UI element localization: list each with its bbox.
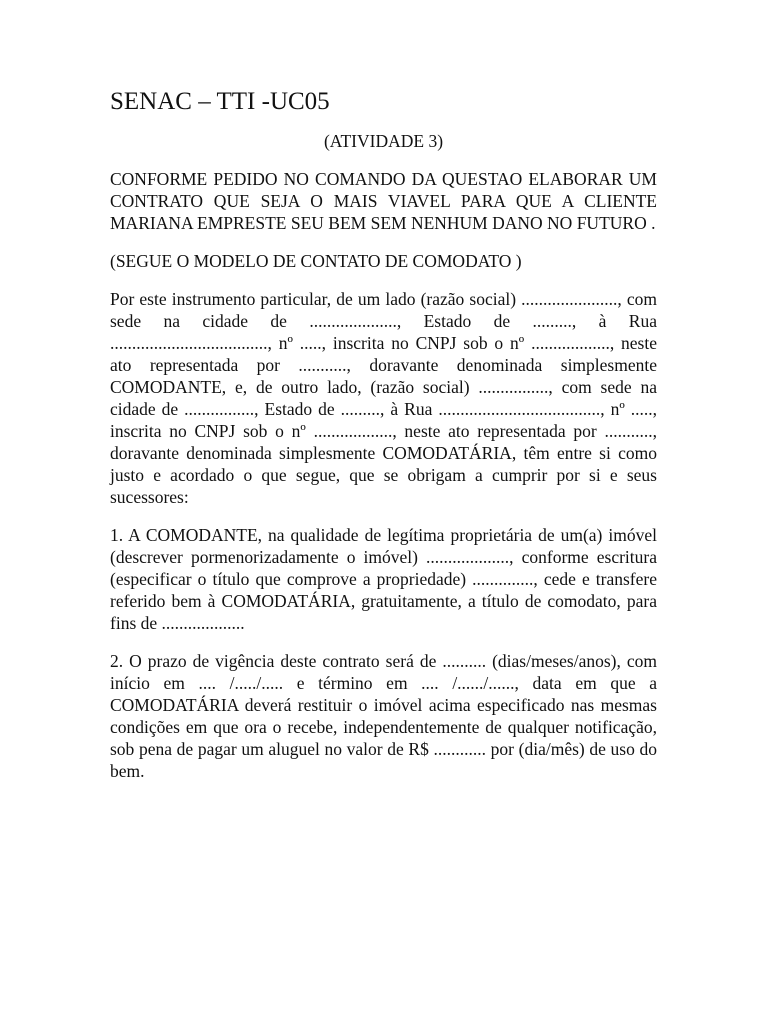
clause-2: 2. O prazo de vigência deste contrato será de .......... (dias/meses/anos), com início em .... /...../..... e término em .... /....../......, data em que a COMODATÁRIA deverá restituir o imóvel acima especificado nas mesmas condições em que ora o recebe, independentemente de qualquer notificação, sob pena de pagar um aluguel no valor de R$ ............ por (dia/mês) de uso do bem. (110, 651, 657, 781)
activity-subtitle: (ATIVIDADE 3) (323, 131, 444, 151)
document-page (110, 86, 657, 798)
document-title: SENAC – TTI -UC05 (110, 88, 330, 115)
contract-preamble: Por este instrumento particular, de um lado (razão social) ......................, com sede na cidade de ...................., Estado de ........., à Rua ...................................., nº ....., inscrita no CNPJ sob o nº .................., neste ato representada por ..........., doravante denominada simplesmente COMODANTE, e, de outro lado, (razão social) ................, com sede na cidade de ................, Estado de ........., à Rua ....................................., nº ....., inscrita no CNPJ sob o nº .................., neste ato representada por ..........., doravante denominada simplesmente COMODATÁRIA, têm entre si como justo e acordado o que segue, que se obrigam a cumprir por si e seus sucessores: (110, 289, 657, 507)
model-note: (SEGUE O MODELO DE CONTATO DE COMODATO ) (110, 251, 522, 271)
intro-paragraph: CONFORME PEDIDO NO COMANDO DA QUESTAO ELABORAR UM CONTRATO QUE SEJA O MAIS VIAVEL PARA QUE A CLIENTE MARIANA EMPRESTE SEU BEM SEM NENHUM DANO NO FUTURO . (110, 169, 657, 233)
clause-1: 1. A COMODANTE, na qualidade de legítima proprietária de um(a) imóvel (descrever pormenorizadamente o imóvel) ..................., conforme escritura (especificar o título que comprove a propriedade) .............., cede e transfere referido bem à COMODATÁRIA, gratuitamente, a título de comodato, para fins de ................... (110, 525, 657, 633)
